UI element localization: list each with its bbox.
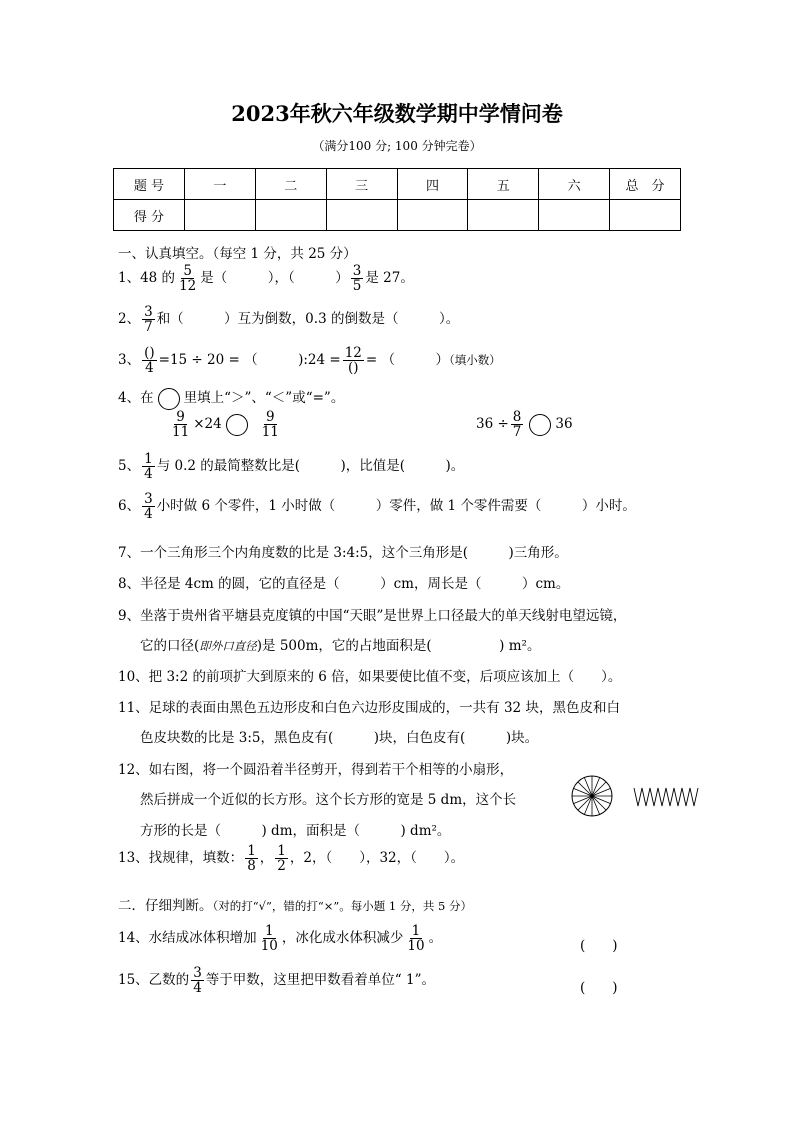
q4-l-frac2-num: 9 <box>265 409 275 425</box>
q5-text-a: 5、 <box>118 458 141 475</box>
q1-frac1-num: 5 <box>183 263 192 279</box>
rectangle-approximation-figure <box>632 786 700 808</box>
question-10: 10、把 3:2 的前项扩大到原来的 6 倍，如果要使比值不变，后项应该加上（ ）。 <box>118 669 622 685</box>
q3-frac1-num: () <box>144 345 155 361</box>
q5-frac-num: 1 <box>144 451 153 467</box>
q4-text-b: 里填上“＞”、“＜”或“=”。 <box>183 390 345 406</box>
section1-heading: 一、认真填空。（每空 1 分，共 25 分） <box>118 246 357 262</box>
question-12-line-2: 然后拼成一个近似的长方形。这个长方形的宽是 5 dm，这个长 <box>140 792 517 808</box>
question-14 <box>118 924 442 953</box>
q4-r-frac-num: 8 <box>512 409 522 425</box>
question-4 <box>118 386 344 410</box>
score-table-row2-label: 得 分 <box>114 200 185 231</box>
score-table <box>113 168 681 231</box>
score-cell[interactable] <box>185 200 256 231</box>
page-subtitle: （满分100 分; 100 分钟完卷） <box>312 139 482 153</box>
q1-frac2-den: 5 <box>352 278 362 295</box>
q13-frac1-num: 1 <box>247 843 256 859</box>
q5-frac-den: 4 <box>144 466 153 483</box>
circle-sectors-figure <box>570 774 614 818</box>
q4-right-fraction <box>511 410 524 439</box>
sector-spoke <box>578 796 592 810</box>
score-col-total: 总 分 <box>610 169 681 200</box>
q5-fraction <box>142 452 155 481</box>
score-cell[interactable] <box>468 200 539 231</box>
q2-frac-num: 3 <box>144 304 153 320</box>
sector-spoke <box>592 796 606 810</box>
q1-frac2-num: 3 <box>352 263 362 279</box>
question-12-line-3: 方形的长是（ ) dm，面积是（ ) dm²。 <box>140 823 451 839</box>
zigzag-line <box>634 788 698 806</box>
score-col-3: 三 <box>326 169 397 200</box>
q13-frac2-den: 2 <box>277 858 286 875</box>
question-6 <box>118 492 636 521</box>
q6-frac-num: 3 <box>144 491 153 507</box>
q2-fraction <box>142 305 155 334</box>
q9-text-a: 它的口径( <box>140 638 200 654</box>
score-table-score-row <box>114 200 681 231</box>
q13-text-a: 13、找规律，填数： <box>118 850 244 867</box>
score-table-header-row <box>114 169 681 200</box>
answer-circle-2[interactable] <box>529 414 551 436</box>
score-cell[interactable] <box>539 200 610 231</box>
q6-fraction <box>142 492 155 521</box>
q1-fraction-1 <box>177 264 198 293</box>
score-cell[interactable] <box>397 200 468 231</box>
score-col-6: 六 <box>539 169 610 200</box>
page-title: 2023年秋六年级数学期中学情问卷 <box>231 101 563 126</box>
section2-heading <box>118 894 472 914</box>
question-1 <box>118 264 414 293</box>
question-8: 8、半径是 4cm 的圆，它的直径是（ ）cm，周长是（ ）cm。 <box>118 576 570 592</box>
q14-answer-paren[interactable]: ( ) <box>580 938 618 954</box>
q13-frac2-num: 1 <box>277 843 286 859</box>
q3-frac2-num: 12 <box>344 345 362 361</box>
q3-hint: （填小数） <box>449 353 501 368</box>
q2-text-a: 2、 <box>118 311 141 328</box>
q13-fraction-2 <box>275 844 288 873</box>
q14-fraction-1 <box>259 924 280 953</box>
q14-frac2-num: 1 <box>411 923 421 939</box>
question-9-line-2 <box>140 634 540 654</box>
q1-text-a: 1、48 的 <box>118 270 176 287</box>
q3-text-c: = （ ） <box>365 352 449 369</box>
question-11-line-2: 色皮块数的比是 3:5，黑色皮有( )块，白色皮有( )块。 <box>140 730 539 746</box>
q6-text-b: 小时做 6 个零件，1 小时做（ ）零件，做 1 个零件需要（ ）小时。 <box>156 498 636 515</box>
compare-circle-icon <box>158 388 180 410</box>
q1-text-c: 是 27。 <box>365 270 414 287</box>
score-col-5: 五 <box>468 169 539 200</box>
q13-fraction-1 <box>245 844 258 873</box>
question-5 <box>118 452 464 481</box>
q15-text-a: 15、乙数的 <box>118 972 190 989</box>
score-cell[interactable] <box>610 200 681 231</box>
q4-r-frac-den: 7 <box>512 424 522 441</box>
section2-note: （对的打“√”，错的打“×”。每小题 1 分，共 5 分） <box>212 899 472 913</box>
q1-fraction-2 <box>351 264 364 293</box>
q4-text-a: 4、在 <box>118 390 154 406</box>
score-cell[interactable] <box>255 200 326 231</box>
score-col-4: 四 <box>397 169 468 200</box>
q4-l-frac2-den: 11 <box>261 424 279 441</box>
question-12-line-1: 12、如右图，将一个圆沿着半径剪开，得到若干个相等的小扇形， <box>118 762 514 778</box>
q14-fraction-2 <box>405 924 426 953</box>
q4-l-frac1-den: 11 <box>172 424 190 441</box>
section2-title: 二．仔细判断。 <box>118 898 213 914</box>
score-col-1: 一 <box>185 169 256 200</box>
q13-frac1-den: 8 <box>247 858 256 875</box>
q4-right-b: 36 <box>555 416 573 433</box>
q15-frac-num: 3 <box>193 965 202 981</box>
q14-text-b: ，冰化成水体积减少 <box>281 930 404 947</box>
q4-left-compare <box>168 410 283 439</box>
q3-frac1-den: 4 <box>145 360 154 377</box>
q1-frac1-den: 12 <box>179 278 197 295</box>
score-col-2: 二 <box>255 169 326 200</box>
q4-left-fraction-2 <box>260 410 281 439</box>
q15-frac-den: 4 <box>193 980 202 997</box>
sector-spoke <box>592 782 606 796</box>
q3-frac2-den: () <box>348 360 359 377</box>
q4-right-a: 36 ÷ <box>476 416 509 433</box>
q3-text-a: 3、 <box>118 352 141 369</box>
q13-text-b: ，2，（ ），32，（ ）。 <box>289 850 465 867</box>
q14-text-a: 14、水结成冰体积增加 <box>118 930 257 947</box>
sector-spoke <box>578 782 592 796</box>
q1-text-b: 是（ ），（ ） <box>200 270 349 287</box>
q3-text-b: =15 ÷ 20 = （ ):24 = <box>158 352 341 369</box>
q15-fraction <box>191 966 204 995</box>
q9-note: 即外口直径 <box>199 639 257 653</box>
q6-text-a: 6、 <box>118 498 141 515</box>
question-11-line-1: 11、足球的表面由黑色五边形皮和白色六边形皮围成的，一共有 32 块，黑色皮和白 <box>118 700 620 716</box>
q14-frac2-den: 10 <box>407 938 425 955</box>
q14-frac1-num: 1 <box>264 923 274 939</box>
q2-frac-den: 7 <box>144 319 153 336</box>
question-15 <box>118 966 435 995</box>
q4-left-op: ×24 <box>193 416 222 433</box>
q3-fraction-2 <box>343 346 364 375</box>
question-7: 7、一个三角形三个内角度数的比是 3:4:5，这个三角形是( )三角形。 <box>118 545 568 561</box>
q14-frac1-den: 10 <box>260 938 278 955</box>
question-9-line-1: 9、坐落于贵州省平塘县克度镇的中国“天眼”是世界上口径最大的单天线射电望远镜， <box>118 608 627 624</box>
q14-text-c: 。 <box>428 930 443 947</box>
q9-text-b: )是 500m，它的占地面积是( ) m²。 <box>256 638 541 654</box>
q3-fraction-1 <box>142 346 157 375</box>
score-table-row1-label: 题 号 <box>114 169 185 200</box>
q2-text-b: 和（ ）互为倒数，0.3 的倒数是（ ）。 <box>156 311 460 328</box>
q4-l-frac1-num: 9 <box>176 409 185 425</box>
q15-text-b: 等于甲数，这里把甲数看着单位“ 1”。 <box>205 972 435 989</box>
score-cell[interactable] <box>326 200 397 231</box>
q4-left-fraction-1 <box>170 410 191 439</box>
q6-frac-den: 4 <box>144 506 153 523</box>
question-2 <box>118 305 459 334</box>
answer-circle-1[interactable] <box>226 414 248 436</box>
q4-right-compare <box>476 410 573 439</box>
q5-text-b: 与 0.2 的最简整数比是( )，比值是( )。 <box>156 458 465 475</box>
q15-answer-paren[interactable]: ( ) <box>580 980 618 996</box>
question-3 <box>118 346 501 375</box>
question-13: 13、找规律，填数： $\frac{1}{8}$ ， $\frac{1}{2}$ ，2，（ ），32，（ ）。 <box>118 843 465 875</box>
